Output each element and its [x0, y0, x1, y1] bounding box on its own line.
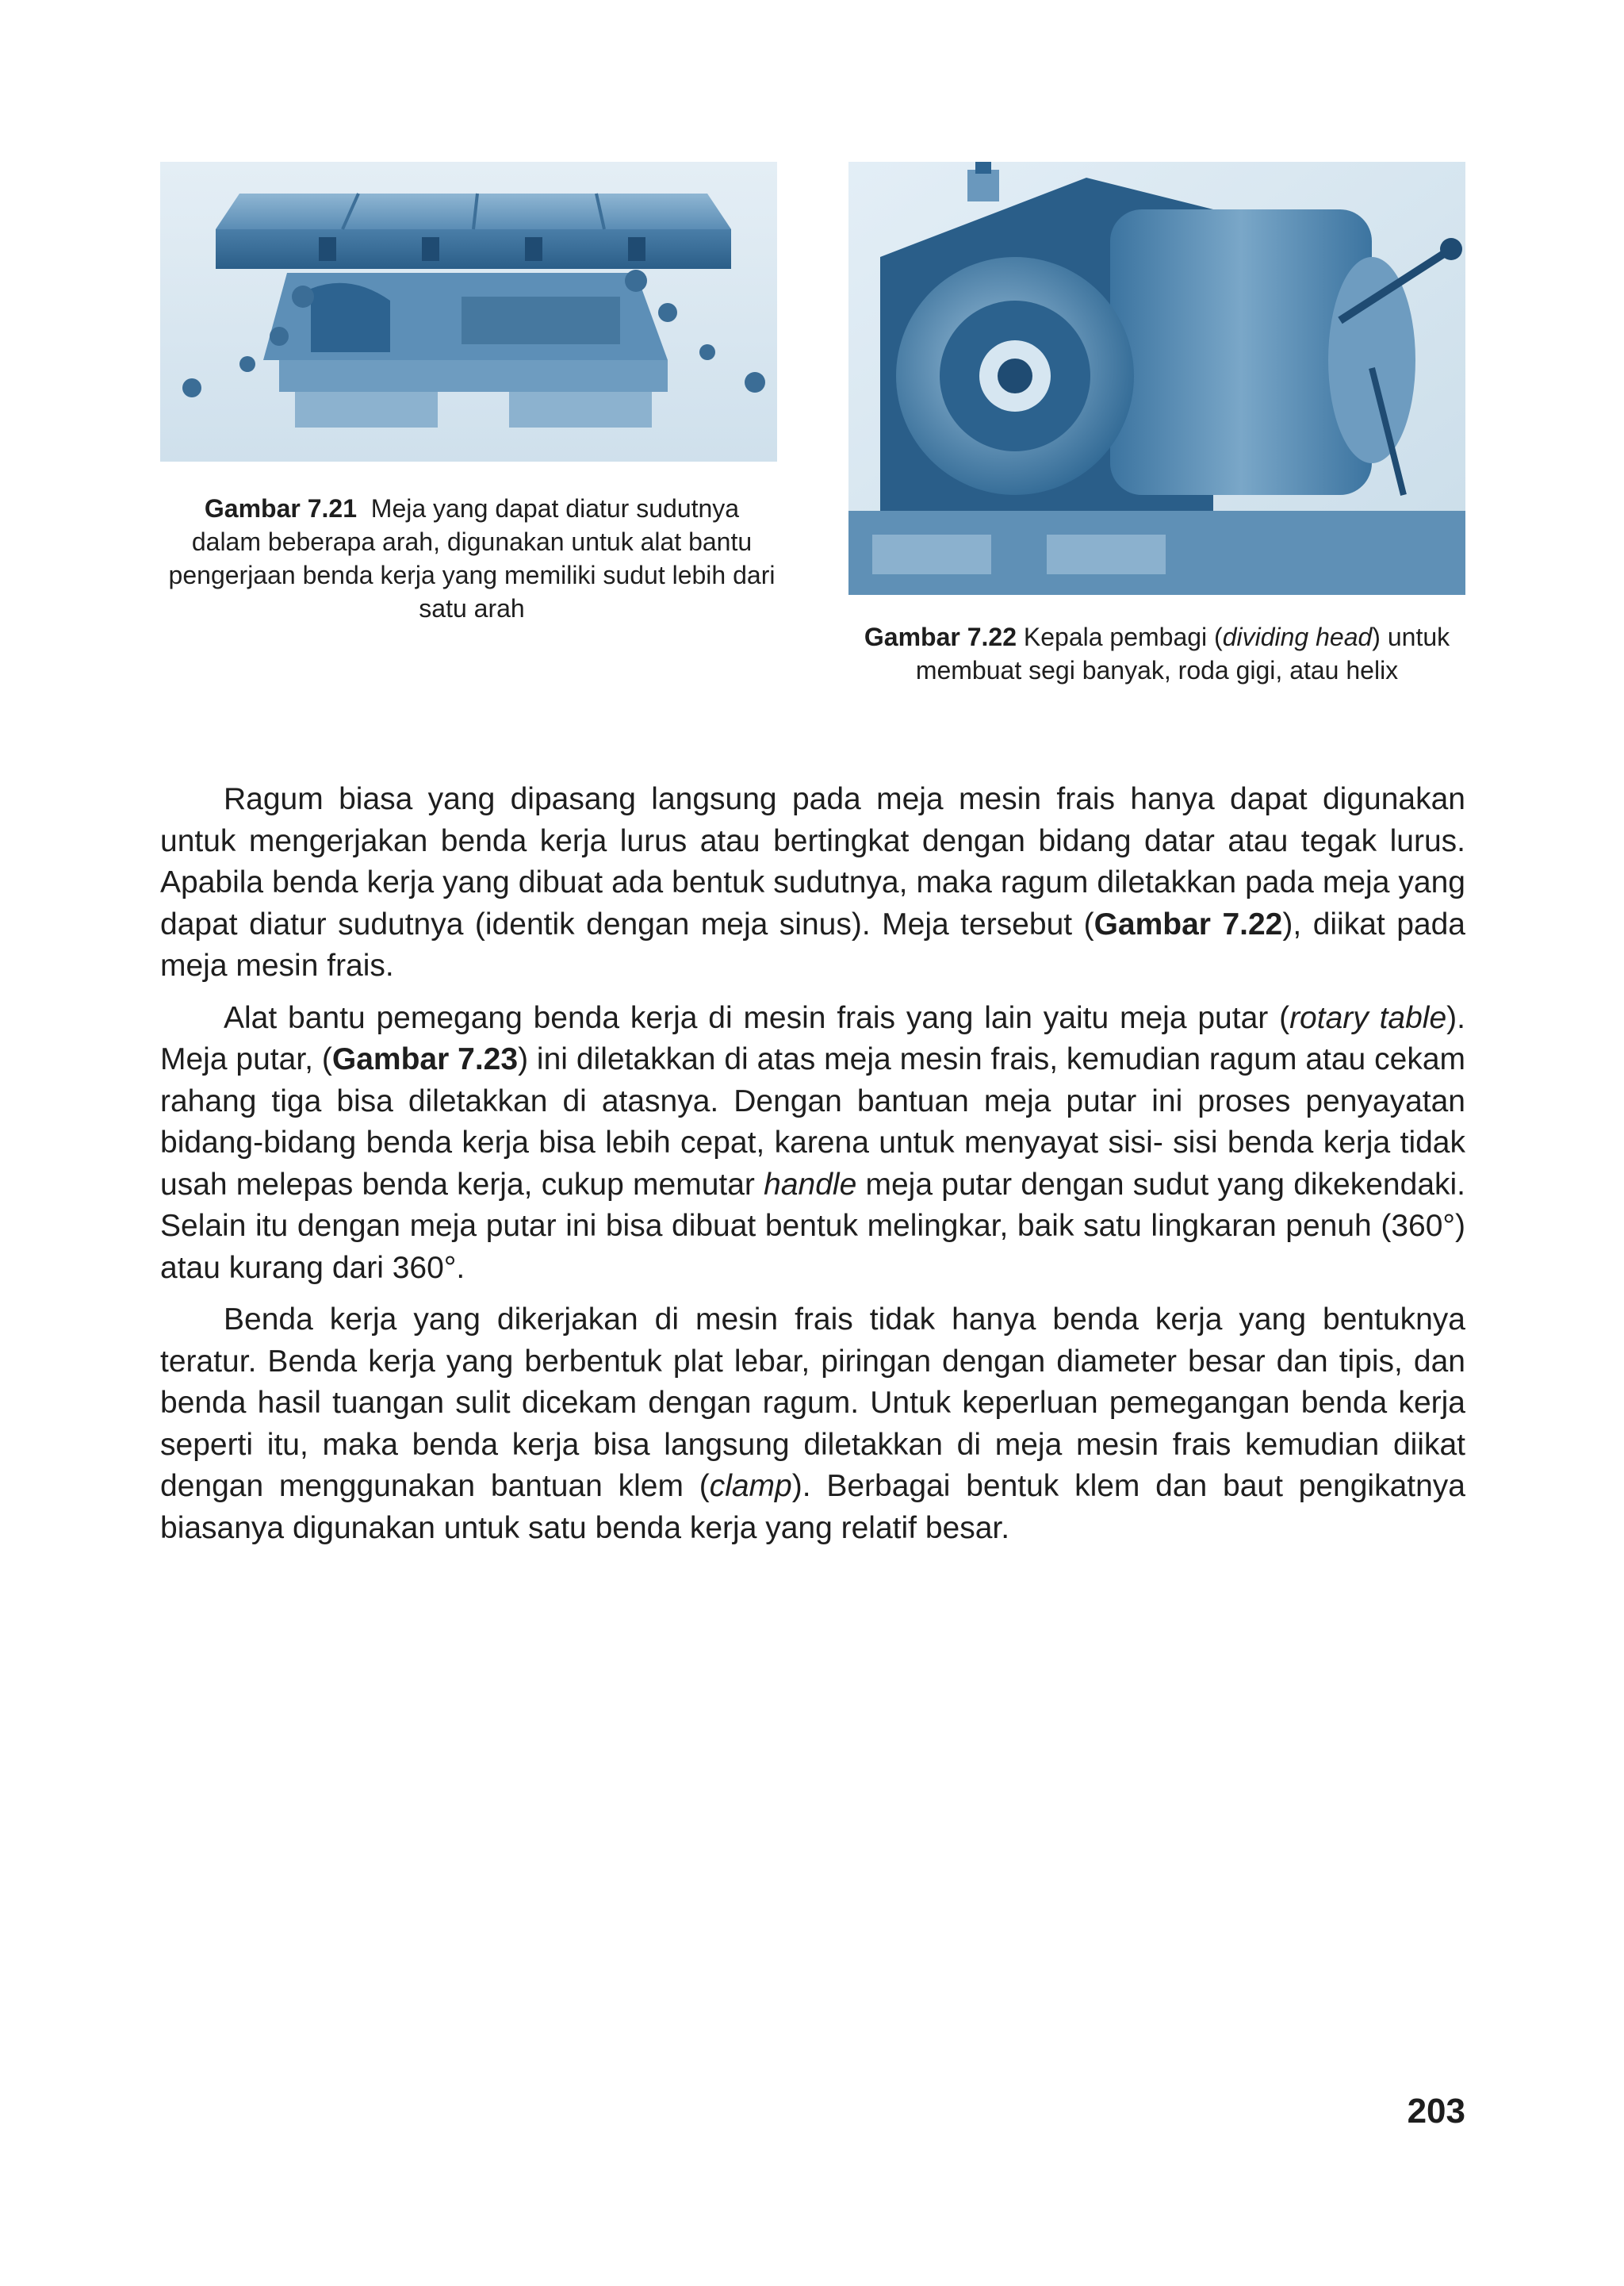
figure-caption-7-21: [167, 492, 777, 625]
figure-angle-table-photo: [160, 162, 777, 462]
page-number: 203: [1407, 2092, 1465, 2131]
paragraph-text: ). Berbagai bentuk klem dan baut pengikatnya biasanya digunakan untuk satu benda kerja yang relatif besar.: [160, 1469, 1466, 1545]
italic-term: clamp: [709, 1469, 792, 1503]
main-body-text: [160, 779, 1465, 1559]
paragraph-text: ) ini diletakkan di atas meja mesin frais, kemudian ragum atau cekam rahang tiga bisa diletakkan di atasnya. Dengan bantuan meja putar ini proses penyayatan bidang-bidang benda kerja bisa lebih cepat, karena untuk menyayat sisi- sisi benda kerja tidak usah melepas benda kerja, cukup memutar: [160, 1042, 1465, 1202]
figure-reference: Gambar 7.22: [1094, 907, 1283, 942]
figure-caption-text: Kepala pembagi (: [1023, 623, 1223, 651]
figure-caption-text: ) untuk membuat segi banyak, roda gigi, atau helix: [915, 623, 1450, 685]
figure-label: Gambar 7.21: [204, 494, 357, 523]
italic-term: handle: [764, 1167, 857, 1202]
paragraph-text: meja putar dengan sudut yang dikekendaki. Selain itu dengan meja putar ini bisa dibuat bentuk melingkar, baik satu lingkaran penuh (360°) atau kurang dari 360°.: [160, 1167, 1466, 1285]
figure-caption-italic-term: dividing head: [1222, 623, 1373, 651]
italic-term: rotary table: [1289, 1000, 1447, 1035]
figure-caption-7-22: [848, 620, 1465, 687]
paragraph-text: Ragum biasa yang dipasang langsung pada meja mesin frais hanya dapat digunakan untuk mengerjakan benda kerja lurus atau bertingkat dengan bidang datar atau tegak lurus. Apabila benda kerja yang dibuat ada bentuk sudutnya, maka ragum diletakkan pada meja yang dapat diatur sudutnya (identik dengan meja sinus). Meja tersebut (: [160, 782, 1465, 942]
figure-dividing-head-photo: [848, 162, 1465, 595]
paragraph-text: Benda kerja yang dikerjakan di mesin frais tidak hanya benda kerja yang bentuknya teratur. Benda kerja yang berbentuk plat lebar, piringan dengan diameter besar dan tipis, dan benda hasil tuangan sulit dicekam dengan ragum. Untuk keperluan pemegangan benda kerja seperti itu, maka benda kerja bisa langsung diletakkan di meja mesin frais kemudian diikat dengan menggunakan bantuan klem (: [160, 1302, 1465, 1503]
figure-label: Gambar 7.22: [864, 623, 1017, 651]
paragraph-3: [160, 1299, 1465, 1549]
paragraph-1: [160, 779, 1465, 988]
paragraph-text: ), diikat pada meja mesin frais.: [160, 907, 1465, 983]
figure-reference: Gambar 7.23: [331, 1042, 519, 1076]
paragraph-text: Alat bantu pemegang benda kerja di mesin frais yang lain yaitu meja putar (: [224, 1000, 1290, 1035]
figure-caption-text: Meja yang dapat diatur sudutnya dalam beberapa arah, digunakan untuk alat bantu pengerjaan benda kerja yang memiliki sudut lebih dari satu arah: [168, 494, 776, 623]
paragraph-text: ). Meja putar, (: [160, 1000, 1465, 1076]
paragraph-2: [160, 998, 1465, 1290]
